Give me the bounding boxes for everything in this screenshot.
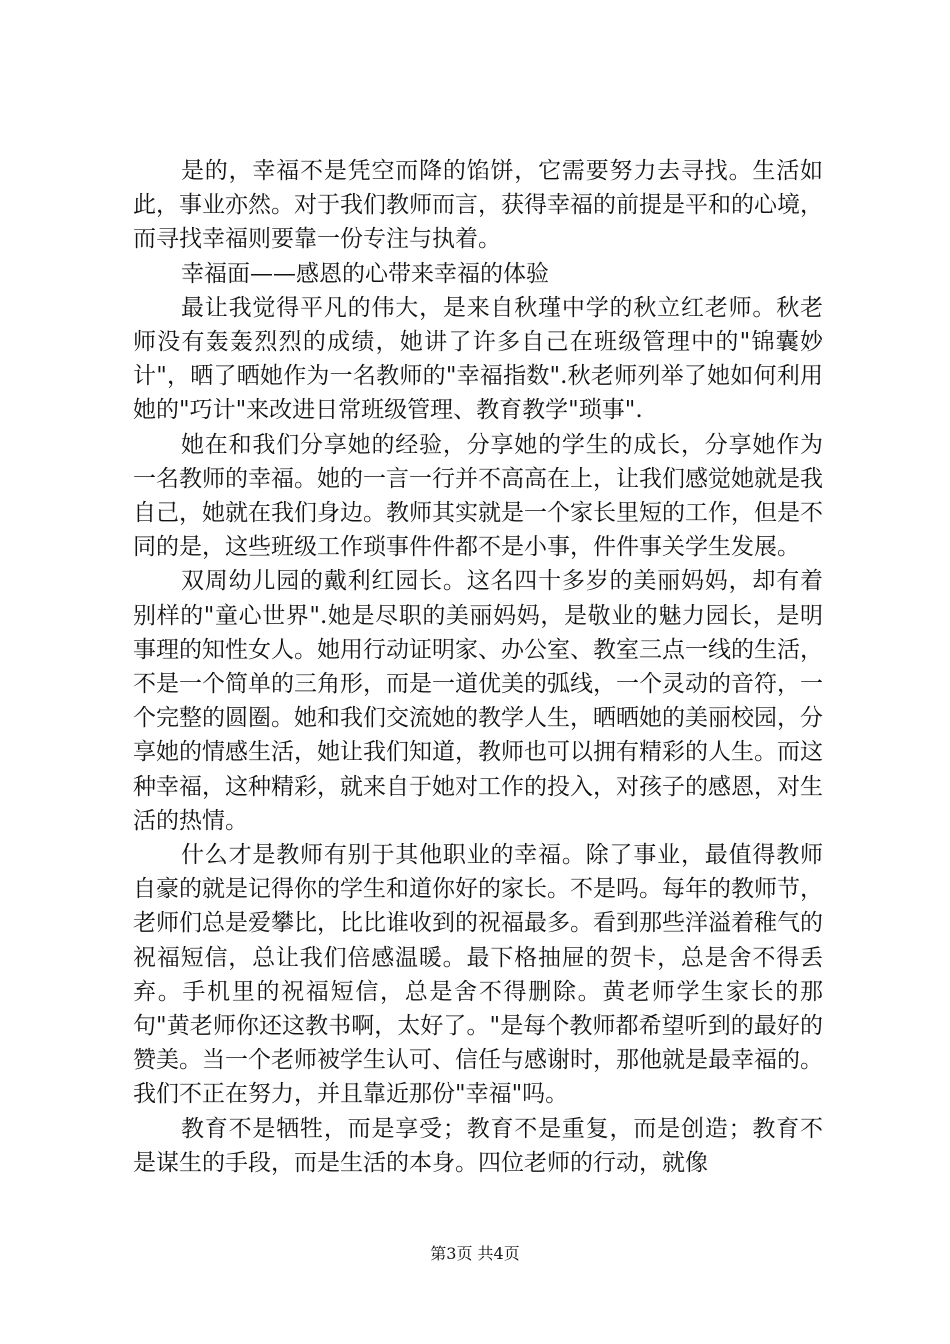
paragraph: 她在和我们分享她的经验，分享她的学生的成长，分享她作为一名教师的幸福。她的一言一行并不高高在上，让我们感觉她就是我自己，她就在我们身边。教师其实就是一个家长里短的工作，但是不同的是，这些班级工作琐事件件都不是小事，件件事关学生发展。 (133, 431, 823, 561)
section-heading: 幸福面——感恩的心带来幸福的体验 (181, 260, 549, 287)
page-footer: 第3页 共4页 (430, 1244, 520, 1263)
document-body (133, 154, 823, 1180)
paragraph: 双周幼儿园的戴利红园长。这名四十多岁的美丽妈妈，却有着别样的"童心世界".她是尽职的美丽妈妈，是敬业的魅力园长，是明事理的知性女人。她用行动证明家、办公室、教室三点一线的生活，不是一个简单的三角形，而是一道优美的弧线，一个灵动的音符，一个完整的圆圈。她和我们交流她的教学人生，晒晒她的美丽校园，分享她的情感生活，她让我们知道，教师也可以拥有精彩的人生。而这种幸福，这种精彩，就来自于她对工作的投入，对孩子的感恩，对生活的热情。 (133, 568, 823, 834)
paragraph: 教育不是牺牲，而是享受；教育不是重复，而是创造；教育不是谋生的手段，而是生活的本身。四位老师的行动，就像 (133, 1115, 823, 1176)
paragraph: 是的，幸福不是凭空而降的馅饼，它需要努力去寻找。生活如此，事业亦然。对于我们教师而言，获得幸福的前提是平和的心境，而寻找幸福则要靠一份专注与执着。 (133, 158, 823, 253)
paragraph: 最让我觉得平凡的伟大，是来自秋瑾中学的秋立红老师。秋老师没有轰轰烈烈的成绩，她讲了许多自己在班级管理中的"锦囊妙计"，晒了晒她作为一名教师的"幸福指数".秋老师列举了她如何利用她的"巧计"来改进日常班级管理、教育教学"琐事". (133, 294, 823, 424)
paragraph: 什么才是教师有别于其他职业的幸福。除了事业，最值得教师自豪的就是记得你的学生和道你好的家长。不是吗。每年的教师节，老师们总是爱攀比，比比谁收到的祝福最多。看到那些洋溢着稚气的祝福短信，总让我们倍感温暖。最下格抽屉的贺卡，总是舍不得丢弃。手机里的祝福短信，总是舍不得删除。黄老师学生家长的那句"黄老师你还这教书啊，太好了。"是每个教师都希望听到的最好的赞美。当一个老师被学生认可、信任与感谢时，那他就是最幸福的。我们不正在努力，并且靠近那份"幸福"吗。 (133, 842, 823, 1108)
